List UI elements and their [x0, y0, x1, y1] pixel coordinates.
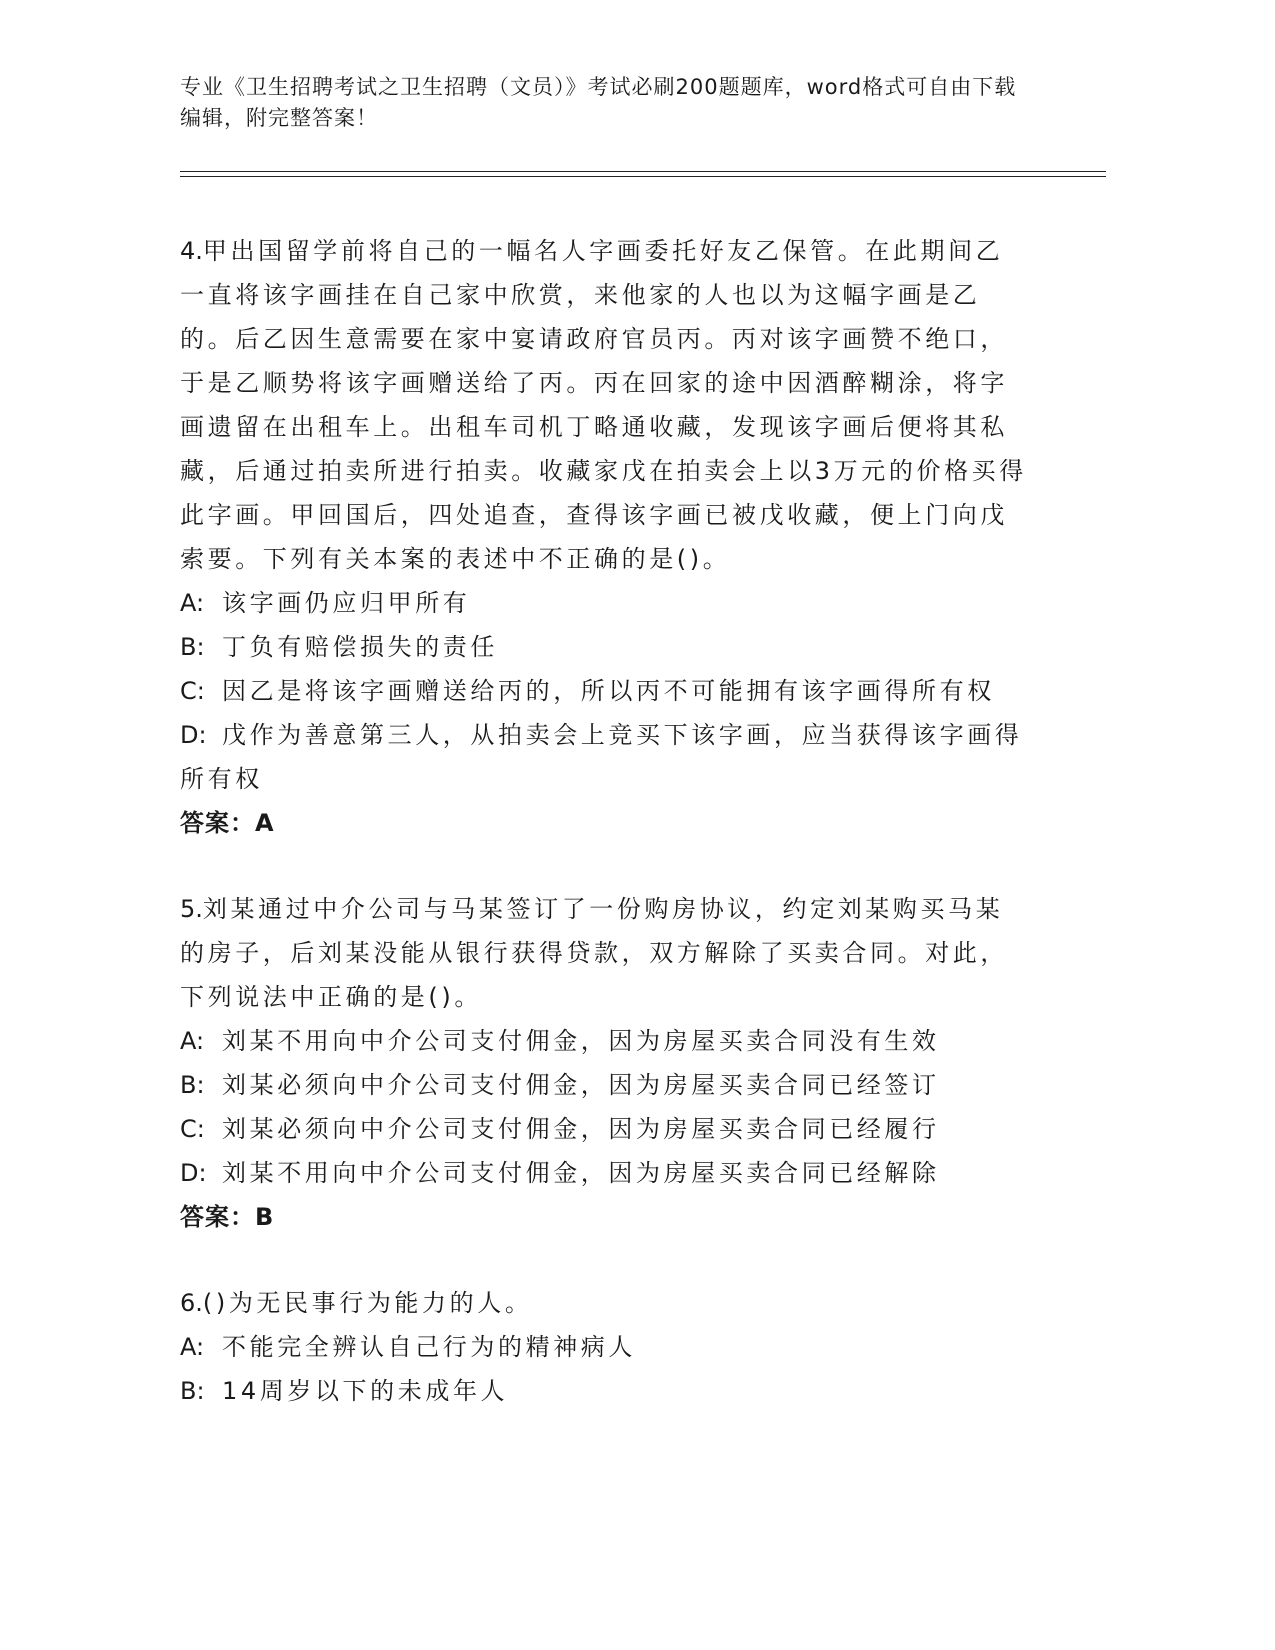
- option-letter: C:: [180, 1115, 205, 1143]
- option-letter: C:: [180, 677, 205, 705]
- question-5: [180, 887, 1030, 1239]
- option-b: [180, 625, 1030, 669]
- option-letter: A:: [180, 589, 205, 617]
- question-text: ()为无民事行为能力的人。: [202, 1289, 533, 1317]
- option-c: [180, 1107, 1030, 1151]
- question-text: 刘某通过中介公司与马某签订了一份购房协议，约定刘某购买马某的房子，后刘某没能从银行获得贷款，双方解除了买卖合同。对此，下列说法中正确的是()。: [180, 895, 1008, 1011]
- question-4: [180, 229, 1030, 845]
- question-stem: [180, 229, 1030, 581]
- question-stem: [180, 1281, 1030, 1325]
- option-text: 刘某必须向中介公司支付佣金，因为房屋买卖合同已经签订: [222, 1071, 940, 1099]
- option-text: 刘某不用向中介公司支付佣金，因为房屋买卖合同没有生效: [222, 1027, 940, 1055]
- answer-line: 答案：B: [180, 1203, 275, 1231]
- option-b: [180, 1369, 1030, 1413]
- option-b: [180, 1063, 1030, 1107]
- option-text: 戊作为善意第三人，从拍卖会上竞买下该字画，应当获得该字画得所有权: [180, 721, 1023, 793]
- document-header: [180, 72, 1030, 134]
- question-6: [180, 1281, 1030, 1413]
- question-number: 5.: [180, 895, 203, 923]
- option-text: 该字画仍应归甲所有: [222, 589, 471, 617]
- option-d: [180, 713, 1030, 801]
- answer-line: 答案：A: [180, 809, 275, 837]
- option-text: 刘某不用向中介公司支付佣金，因为房屋买卖合同已经解除: [222, 1159, 940, 1187]
- option-text: 刘某必须向中介公司支付佣金，因为房屋买卖合同已经履行: [222, 1115, 940, 1143]
- option-text: 14周岁以下的未成年人: [222, 1377, 509, 1405]
- option-letter: B:: [180, 1377, 205, 1405]
- option-a: [180, 1019, 1030, 1063]
- option-text: 丁负有赔偿损失的责任: [222, 633, 498, 661]
- option-text: 不能完全辨认自己行为的精神病人: [222, 1333, 636, 1361]
- option-a: [180, 1325, 1030, 1369]
- option-d: [180, 1151, 1030, 1195]
- question-list: [180, 229, 1030, 1455]
- question-number: 4.: [180, 237, 203, 265]
- option-c: [180, 669, 1030, 713]
- option-letter: A:: [180, 1333, 205, 1361]
- header-text: 专业《卫生招聘考试之卫生招聘（文员）》考试必刷200题题库，word格式可自由下载编辑，附完整答案！: [180, 75, 1017, 130]
- question-stem: [180, 887, 1030, 1019]
- option-a: [180, 581, 1030, 625]
- header-divider-bottom: [180, 176, 1106, 177]
- question-number: 6.: [180, 1289, 203, 1317]
- option-text: 因乙是将该字画赠送给丙的，所以丙不可能拥有该字画得所有权: [222, 677, 995, 705]
- option-letter: B:: [180, 1071, 205, 1099]
- option-letter: A:: [180, 1027, 205, 1055]
- question-text: 甲出国留学前将自己的一幅名人字画委托好友乙保管。在此期间乙一直将该字画挂在自己家中欣赏，来他家的人也以为这幅字画是乙的。后乙因生意需要在家中宴请政府官员丙。丙对该字画赞不绝口，于是乙顺势将该字画赠送给了丙。丙在回家的途中因酒醉糊涂，将字画遗留在出租车上。出租车司机丁略通收藏，发现该字画后便将其私藏，后通过拍卖所进行拍卖。收藏家戊在拍卖会上以3万元的价格买得此字画。甲回国后，四处追查，查得该字画已被戊收藏，便上门向戊索要。下列有关本案的表述中不正确的是()。: [180, 237, 1027, 573]
- option-letter: D:: [180, 721, 207, 749]
- option-letter: D:: [180, 1159, 207, 1187]
- option-letter: B:: [180, 633, 205, 661]
- header-divider-top: [180, 171, 1106, 172]
